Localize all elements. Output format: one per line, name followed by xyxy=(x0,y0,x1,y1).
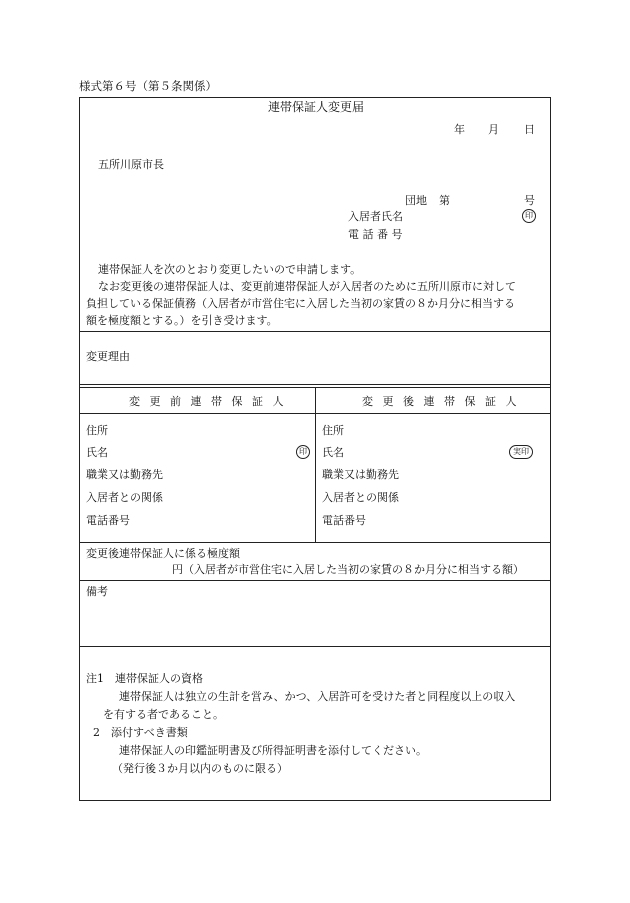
request-line-1: 連帯保証人を次のとおり変更したいので申請します。 xyxy=(98,263,362,276)
divider-reason-top xyxy=(79,331,551,332)
note-2-line-2: （発行後３か月以内のものに限る） xyxy=(112,762,288,775)
date-day: 日 xyxy=(524,123,535,136)
after-occupation-label: 職業又は勤務先 xyxy=(322,468,399,481)
after-phone-label: 電話番号 xyxy=(322,514,366,527)
before-occupation-label: 職業又は勤務先 xyxy=(86,468,163,481)
divider-limit-top xyxy=(79,542,551,543)
form-title: 連帯保証人変更届 xyxy=(268,100,365,114)
applicant-phone-label: 電 話 番 号 xyxy=(348,228,403,241)
after-registered-seal-mark: 実印 xyxy=(509,445,533,459)
form-number-label: 様式第６号（第５条関係） xyxy=(79,79,217,93)
date-month: 月 xyxy=(488,123,499,136)
resident-name-label: 入居者氏名 xyxy=(348,210,403,223)
after-relation-label: 入居者との関係 xyxy=(322,491,399,504)
limit-value-text: 円（入居者が市営住宅に入居した当初の家賃の８か月分に相当する額） xyxy=(172,563,524,576)
danchi-label: 団地 xyxy=(405,194,427,207)
after-guarantor-header: 変 更 後 連 帯 保 証 人 xyxy=(362,395,520,408)
addressee: 五所川原市長 xyxy=(98,158,164,171)
note-1-line-2: を有する者であること。 xyxy=(103,708,224,721)
note-2-label: 2 添付すべき書類 xyxy=(93,726,188,739)
before-address-label: 住所 xyxy=(86,424,108,437)
after-address-label: 住所 xyxy=(322,424,344,437)
note-1-line-1: 連帯保証人は独立の生計を営み、かつ、入居許可を受けた者と同程度以上の収入 xyxy=(119,690,516,703)
divider-guarantor-header xyxy=(79,413,551,414)
before-seal-mark: 印 xyxy=(296,445,310,459)
limit-label: 変更後連帯保証人に係る極度額 xyxy=(86,547,240,560)
request-line-4: 額を極度額とする。）を引き受けます。 xyxy=(86,314,278,327)
before-name-label: 氏名 xyxy=(86,446,108,459)
date-year: 年 xyxy=(454,123,465,136)
go-label: 号 xyxy=(524,194,535,207)
divider-remarks-top xyxy=(79,580,551,581)
remarks-label: 備考 xyxy=(86,585,108,598)
resident-seal-mark: 印 xyxy=(522,209,536,223)
reason-label: 変更理由 xyxy=(86,350,130,363)
guarantor-column-divider xyxy=(315,387,316,542)
dai-label: 第 xyxy=(439,194,450,207)
divider-double-1 xyxy=(79,384,551,385)
divider-notes-top xyxy=(79,646,551,647)
note-1-label: 注1 連帯保証人の資格 xyxy=(86,672,203,685)
request-line-2: なお変更後の連帯保証人は、変更前連帯保証人が入居者のために五所川原市に対して xyxy=(98,280,516,293)
before-relation-label: 入居者との関係 xyxy=(86,491,163,504)
request-line-3: 負担している保証債務（入居者が市営住宅に入居した当初の家賃の８か月分に相当する xyxy=(86,297,515,310)
after-name-label: 氏名 xyxy=(322,446,344,459)
before-phone-label: 電話番号 xyxy=(86,514,130,527)
note-2-line-1: 連帯保証人の印鑑証明書及び所得証明書を添付してください。 xyxy=(119,744,427,757)
before-guarantor-header: 変 更 前 連 帯 保 証 人 xyxy=(129,395,287,408)
